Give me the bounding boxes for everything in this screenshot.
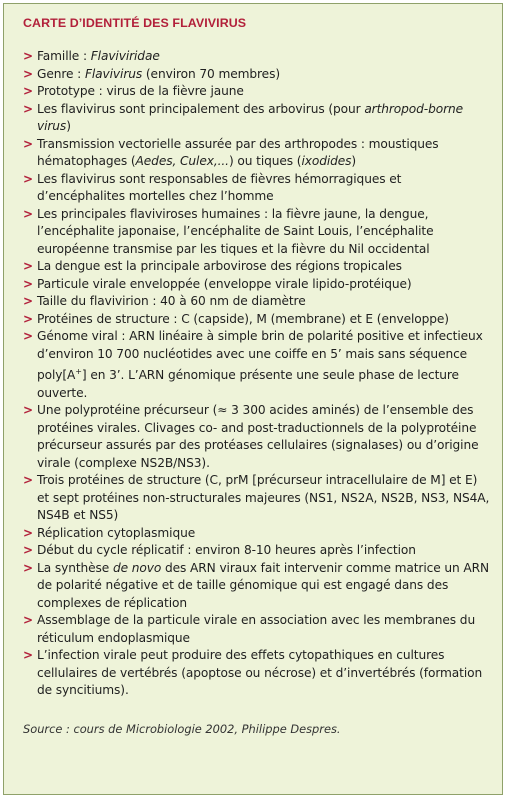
fact-text: La dengue est la principale arbovirose des régions tropicales [37,259,402,273]
fact-text: Genre : [37,66,85,81]
fact-item [23,66,490,84]
fact-text: des ARN viraux fait intervenir comme matrice un ARN de polarité négative et de taille génomique qui est engagé dans des complexes de réplication [37,560,490,610]
bullet-icon: > [23,294,33,308]
fact-item [23,542,490,560]
bullet-icon: > [23,136,33,151]
fact-text: ) [66,119,71,133]
fact-text: Les flavivirus sont principalement des arbovirus (pour [37,101,365,116]
fact-item [23,560,490,613]
fact-item [23,171,490,206]
fact-text: ] en 3’. L’ARN génomique présente une seule phase de lecture ouverte. [37,368,459,400]
fact-item [23,83,490,101]
bullet-icon: > [23,276,33,291]
flavivirus-id-card [3,3,503,795]
bullet-icon: > [23,560,33,575]
fact-text: Particule virale enveloppée (enveloppe virale lipido-protéique) [37,276,412,291]
fact-text: Début du cycle réplicatif : environ 8-10 heures après l’infection [37,543,416,558]
fact-italic-text: Flaviviridae [90,49,160,63]
fact-item [23,328,490,402]
fact-item [23,48,490,66]
fact-text: ) [351,154,357,168]
fact-item [23,612,490,647]
bullet-icon: > [23,648,33,663]
facts-list [23,48,490,700]
fact-item [23,101,490,136]
fact-item [23,293,490,311]
fact-text: Réplication cytoplasmique [37,525,196,540]
bullet-icon: > [23,543,33,558]
bullet-icon: > [23,613,33,628]
bullet-icon: > [23,171,33,186]
fact-item [23,311,490,329]
fact-italic-text: ixodides [301,154,352,168]
card-title: CARTE D’IDENTITÉ DES FLAVIVIRUS [23,16,247,30]
fact-text: Transmission vectorielle assurée par des arthropodes : moustiques hématophages ( [37,136,439,168]
bullet-icon: > [23,525,33,540]
source-note: Source : cours de Microbiologie 2002, Philippe Despres. [23,721,341,736]
fact-italic-text: Aedes, Culex,... [135,154,229,168]
bullet-icon: > [23,473,33,488]
fact-text: Taille du flavivirion : 40 à 60 nm de diamètre [37,294,306,308]
bullet-icon: > [23,403,33,418]
fact-item [23,647,490,700]
fact-text: (environ 70 membres) [142,66,280,81]
fact-text: Une polyprotéine précurseur (≈ 3 300 acides aminés) de l’ensemble des protéines virales. Clivages co- and post-traductionnels de la polyprotéine précurseur assurés par des protéases cellulaires (signalases) ou d’origine virale (complexe NS2B/NS3). [37,403,479,470]
fact-text: Trois protéines de structure (C, prM [précurseur intracellulaire de M] et E) et sept protéines non-structurales majeures (NS1, NS2A, NS2B, NS3, NS4A, NS4B et NS5) [37,473,490,523]
bullet-icon: > [23,49,33,63]
bullet-icon: > [23,206,33,221]
fact-item [23,472,490,525]
fact-text: Prototype : virus de la fièvre jaune [37,84,244,98]
bullet-icon: > [23,329,33,343]
fact-text: Génome viral : ARN linéaire à simple brin de polarité positive et infectieux d’environ 10 700 nucléotides avec une coiffe en 5’ mais sans séquence poly[A [37,329,483,383]
fact-italic-text: arthropod-borne virus [37,101,464,133]
bullet-icon: > [23,101,33,116]
bullet-icon: > [23,66,33,81]
fact-item [23,206,490,259]
fact-item [23,258,490,276]
bullet-icon: > [23,259,33,273]
bullet-icon: > [23,84,33,98]
fact-superscript: + [75,367,82,376]
fact-text: Famille : [37,49,91,63]
fact-item [23,136,490,171]
fact-text: Les flavivirus sont responsables de fièvres hémorragiques et d’encéphalites mortelles chez l’homme [37,171,402,203]
fact-item [23,402,490,472]
fact-item [23,276,490,294]
bullet-icon: > [23,311,33,326]
fact-italic-text: Flavivirus [84,66,143,81]
fact-text: Assemblage de la particule virale en association avec les membranes du réticulum endoplasmique [37,613,476,645]
fact-text: La synthèse [37,560,113,575]
fact-text: ) ou tiques ( [228,154,302,168]
fact-text: Les principales flaviviroses humaines : la fièvre jaune, la dengue, l’encéphalite japonaise, l’encéphalite de Saint Louis, l’encéphalite européenne transmise par les tiques et la fièvre du Nil occidental [37,206,434,256]
fact-text: L’infection virale peut produire des effets cytopathiques en cultures cellulaires de vertébrés (apoptose ou nécrose) et d’invertébrés (formation de syncitiums). [37,648,483,698]
fact-italic-text: de novo [112,560,162,575]
fact-text: Protéines de structure : C (capside), M (membrane) et E (enveloppe) [37,311,449,326]
fact-item [23,525,490,543]
